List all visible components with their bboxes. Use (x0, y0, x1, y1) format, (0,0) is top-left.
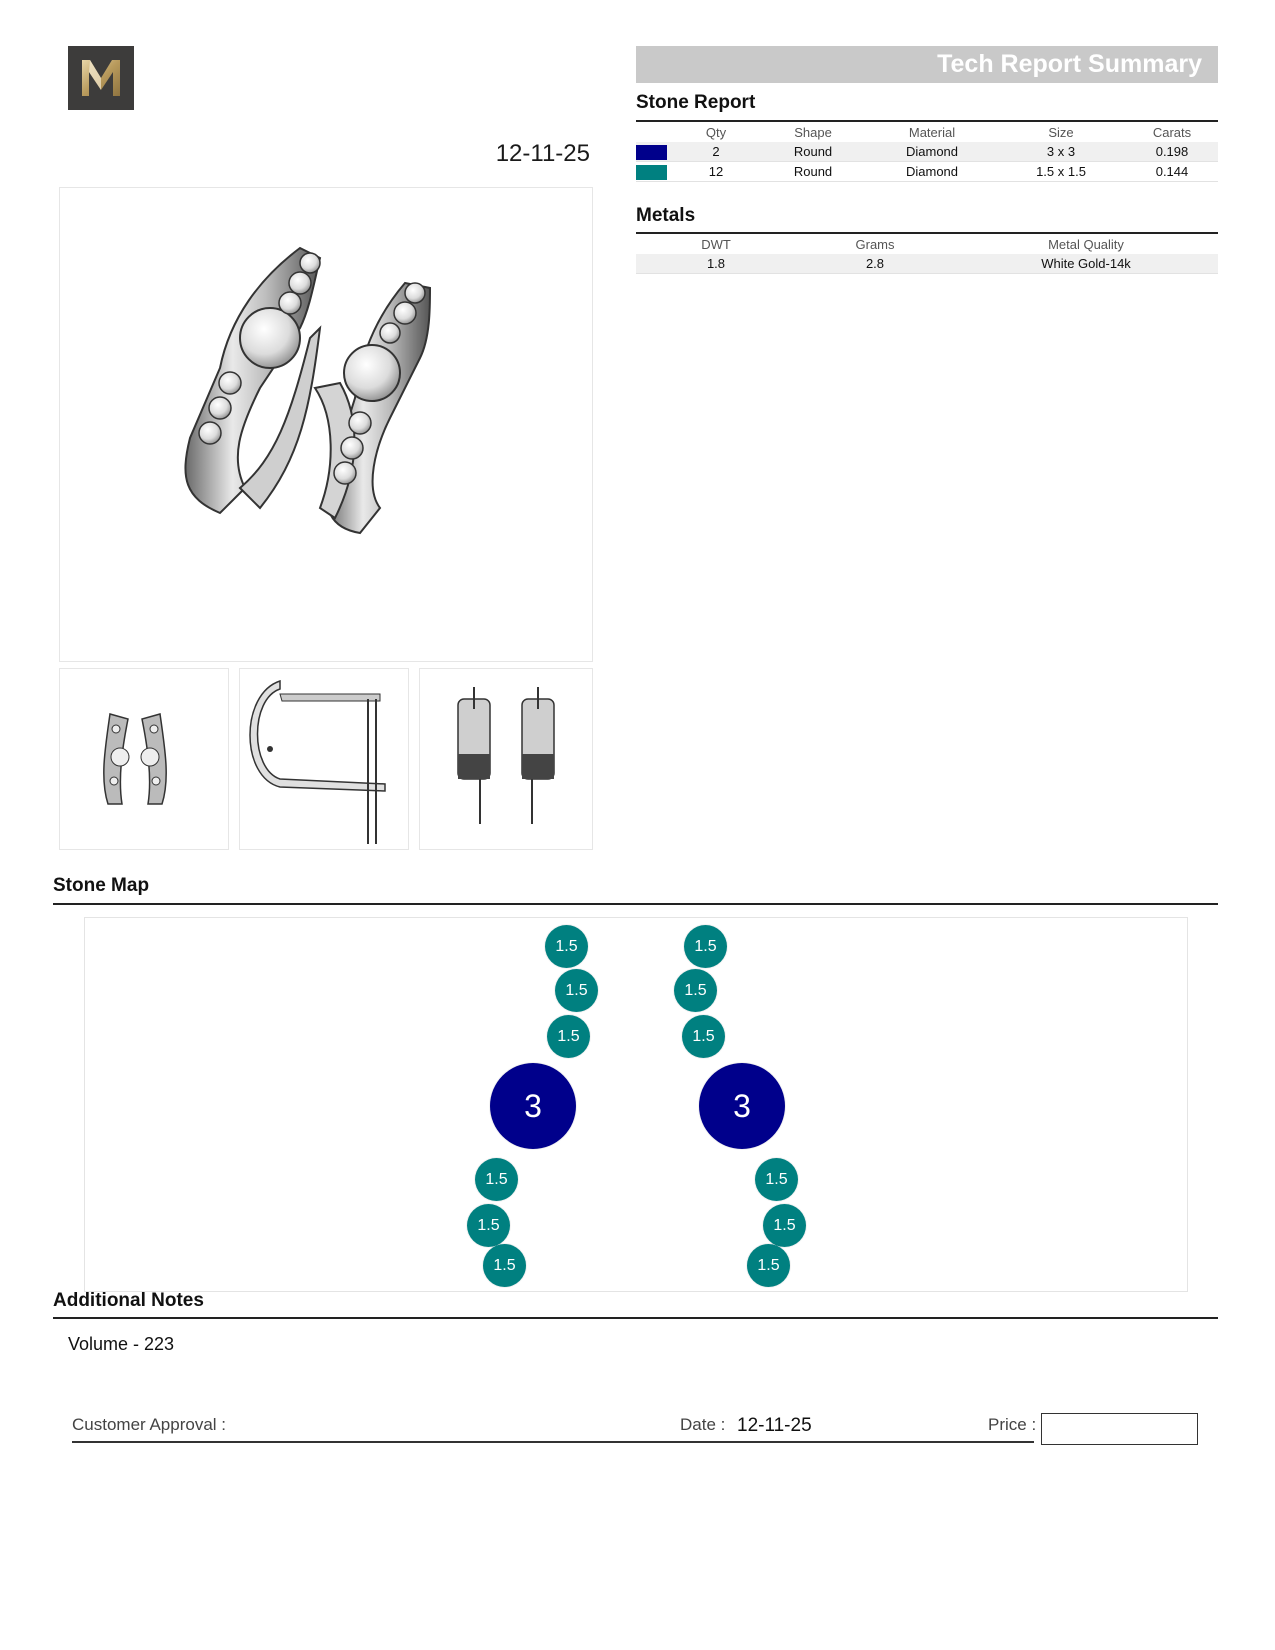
price-label: Price : (988, 1415, 1037, 1434)
stone-marker-small: 1.5 (682, 1015, 725, 1058)
carats-cell: 0.144 (1126, 162, 1218, 182)
stone-marker-small: 1.5 (475, 1158, 518, 1201)
dwt-cell: 1.8 (636, 254, 796, 274)
metal-quality-header: Metal Quality (1048, 236, 1124, 252)
table-row (636, 162, 1218, 182)
stone-marker-small: 1.5 (755, 1158, 798, 1201)
additional-notes-title: Additional Notes (53, 1290, 204, 1311)
grams-cell: 2.8 (796, 254, 954, 274)
material-header: Material (908, 124, 956, 140)
summary-banner (636, 46, 1218, 83)
size-header: Size (1048, 124, 1074, 140)
dwt-header: DWT (701, 236, 731, 252)
size-cell: 3 x 3 (996, 142, 1126, 162)
table-row (636, 142, 1218, 162)
stone-map-canvas (84, 917, 1188, 1292)
shape-cell: Round (758, 142, 868, 162)
stone-marker-small: 1.5 (674, 969, 717, 1012)
table-row (636, 254, 1218, 274)
grams-header: Grams (855, 236, 895, 252)
additional-notes-rule (53, 1317, 1218, 1319)
stone-map-title: Stone Map (53, 875, 150, 896)
stone-report-table (636, 122, 1218, 182)
stone-marker-large: 3 (490, 1063, 576, 1149)
stone-map-rule (53, 903, 1218, 905)
stone-marker-small: 1.5 (547, 1015, 590, 1058)
customer-approval-label: Customer Approval : (72, 1415, 227, 1434)
stone-report-header-row (636, 122, 1218, 142)
stone-marker-small: 1.5 (555, 969, 598, 1012)
qty-header: Qty (705, 124, 727, 140)
stone-marker-small: 1.5 (747, 1244, 790, 1287)
metal-quality-cell: White Gold-14k (954, 254, 1218, 274)
main-product-render (59, 187, 593, 662)
size-cell: 1.5 x 1.5 (996, 162, 1126, 182)
carats-cell: 0.198 (1126, 142, 1218, 162)
right-earring-drawing (315, 283, 430, 533)
back-view-thumbnail (419, 668, 593, 850)
material-cell: Diamond (868, 142, 996, 162)
stone-marker-small: 1.5 (763, 1204, 806, 1247)
company-logo (68, 46, 134, 110)
price-field[interactable] (1041, 1413, 1198, 1445)
qty-cell: 12 (674, 162, 758, 182)
stone-color-swatch (636, 145, 667, 160)
left-earring-drawing (185, 248, 320, 513)
stone-marker-small: 1.5 (467, 1204, 510, 1247)
stone-marker-large: 3 (699, 1063, 785, 1149)
metals-header-row (636, 234, 1218, 254)
metals-title: Metals (636, 205, 696, 226)
stone-marker-small: 1.5 (483, 1244, 526, 1287)
front-view-thumbnail (59, 668, 229, 850)
qty-cell: 2 (674, 142, 758, 162)
stone-marker-small: 1.5 (684, 925, 727, 968)
carats-header: Carats (1152, 124, 1192, 140)
side-view-thumbnail (239, 668, 409, 850)
shape-cell: Round (758, 162, 868, 182)
material-cell: Diamond (868, 162, 996, 182)
approval-date-value: 12-11-25 (737, 1415, 812, 1436)
approval-date-label: Date : (680, 1415, 726, 1434)
report-date: 12-11-25 (495, 140, 590, 167)
stone-report-title: Stone Report (636, 92, 756, 113)
stone-color-header (636, 122, 674, 142)
shape-header: Shape (794, 124, 832, 140)
stone-color-swatch (636, 165, 667, 180)
summary-title: Tech Report Summary (937, 50, 1202, 78)
signature-line (72, 1441, 1034, 1443)
metals-table (636, 234, 1218, 274)
stone-marker-small: 1.5 (545, 925, 588, 968)
notes-text: Volume - 223 (68, 1334, 175, 1354)
